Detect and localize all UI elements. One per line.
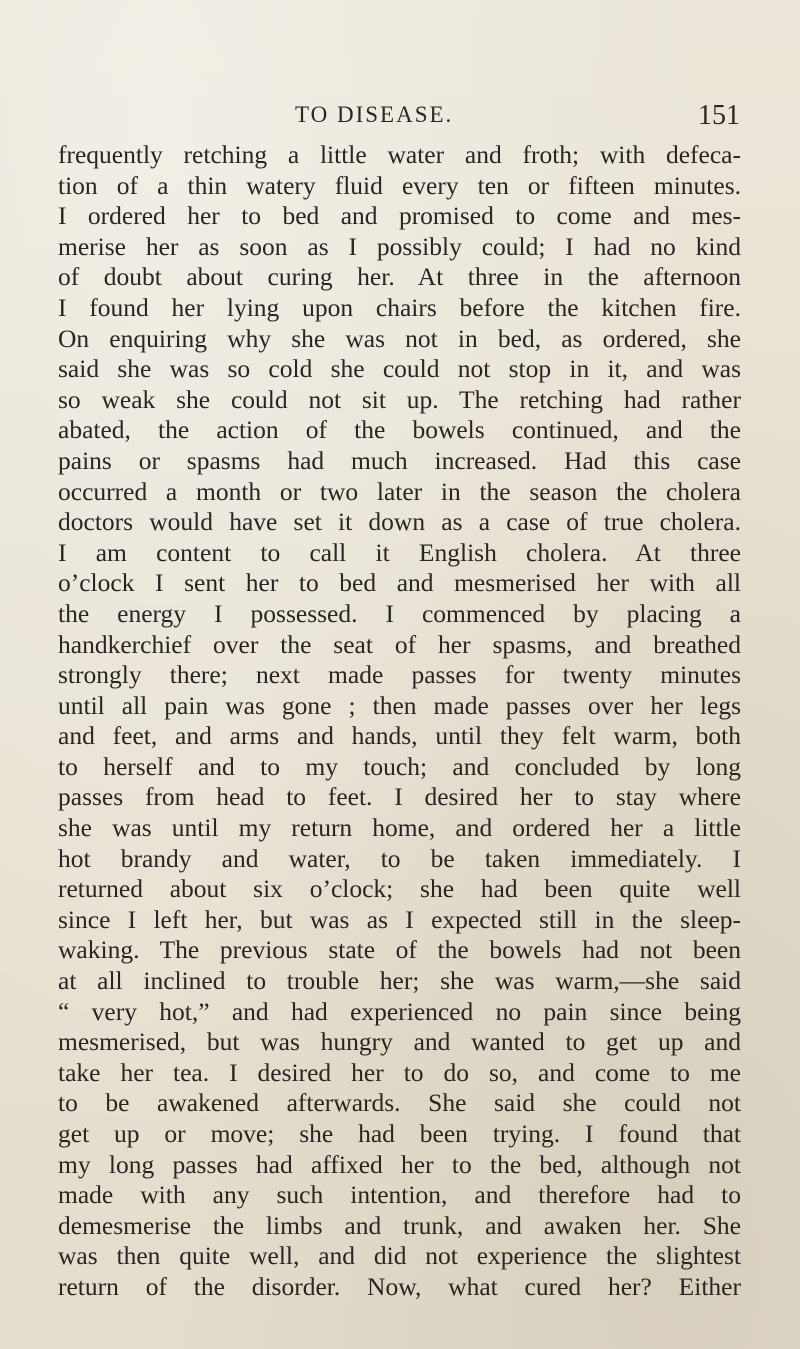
text-line: tion of a thin watery fluid every ten or fifteen minutes. [58,170,741,200]
body-text [58,140,741,1303]
text-line: pains or spasms had much increased. Had this case [58,445,741,475]
text-line: “ very hot,” and had experienced no pain since being [58,996,741,1026]
text-line: merise her as soon as I possibly could; I had no kind [58,231,741,261]
page-number: 151 [698,100,740,131]
text-line: since I left her, but was as I expected still in the sleep- [58,904,741,934]
text-line: handkerchief over the seat of her spasms, and breathed [58,629,741,659]
text-line: returned about six o’clock; she had been quite well [58,874,741,904]
text-line: return of the disorder. Now, what cured her? Either [58,1271,741,1301]
text-line: at all inclined to trouble her; she was warm,—she said [58,966,741,996]
text-line: my long passes had affixed her to the bed, although not [58,1149,741,1179]
text-line: made with any such intention, and therefore had to [58,1180,741,1210]
text-line: said she was so cold she could not stop in it, and was [58,354,741,384]
text-line: the energy I possessed. I commenced by placing a [58,598,741,628]
running-title: TO DISEASE. [295,102,454,127]
text-line: get up or move; she had been trying. I found that [58,1119,741,1148]
text-line: mesmerised, but was hungry and wanted to get up and [58,1027,741,1057]
text-line: I ordered her to bed and promised to come and mes- [58,201,741,231]
running-head [0,100,800,140]
text-line: o’clock I sent her to bed and mesmerised her with all [58,568,741,598]
text-line: passes from head to feet. I desired her to stay where [58,782,741,812]
text-line: I found her lying upon chairs before the kitchen fire. [58,292,741,322]
text-line: to herself and to my touch; and concluded by long [58,751,741,781]
text-line: doctors would have set it down as a case of true cholera. [58,507,741,537]
text-line: occurred a month or two later in the season the cholera [58,476,741,506]
text-line: strongly there; next made passes for twenty minutes [58,660,741,690]
text-line: was then quite well, and did not experience the slightest [58,1241,741,1271]
text-line: she was until my return home, and ordered her a little [58,813,741,843]
text-line: hot brandy and water, to be taken immediately. I [58,843,741,873]
text-line: waking. The previous state of the bowels had not been [58,935,741,965]
text-line: demesmerise the limbs and trunk, and awaken her. She [58,1210,741,1240]
text-line: take her tea. I desired her to do so, and come to me [58,1057,741,1087]
text-line: I am content to call it English cholera. At three [58,537,741,567]
text-line: and feet, and arms and hands, until they felt warm, both [58,721,741,751]
text-line: abated, the action of the bowels continued, and the [58,415,741,445]
text-line: to be awakened afterwards. She said she could not [58,1088,741,1118]
text-line: of doubt about curing her. At three in the afternoon [58,262,741,292]
text-line: On enquiring why she was not in bed, as ordered, she [58,323,741,353]
text-line: until all pain was gone ; then made passes over her legs [58,690,741,720]
text-line: frequently retching a little water and froth; with defeca- [58,140,741,169]
text-line: so weak she could not sit up. The retching had rather [58,384,741,414]
